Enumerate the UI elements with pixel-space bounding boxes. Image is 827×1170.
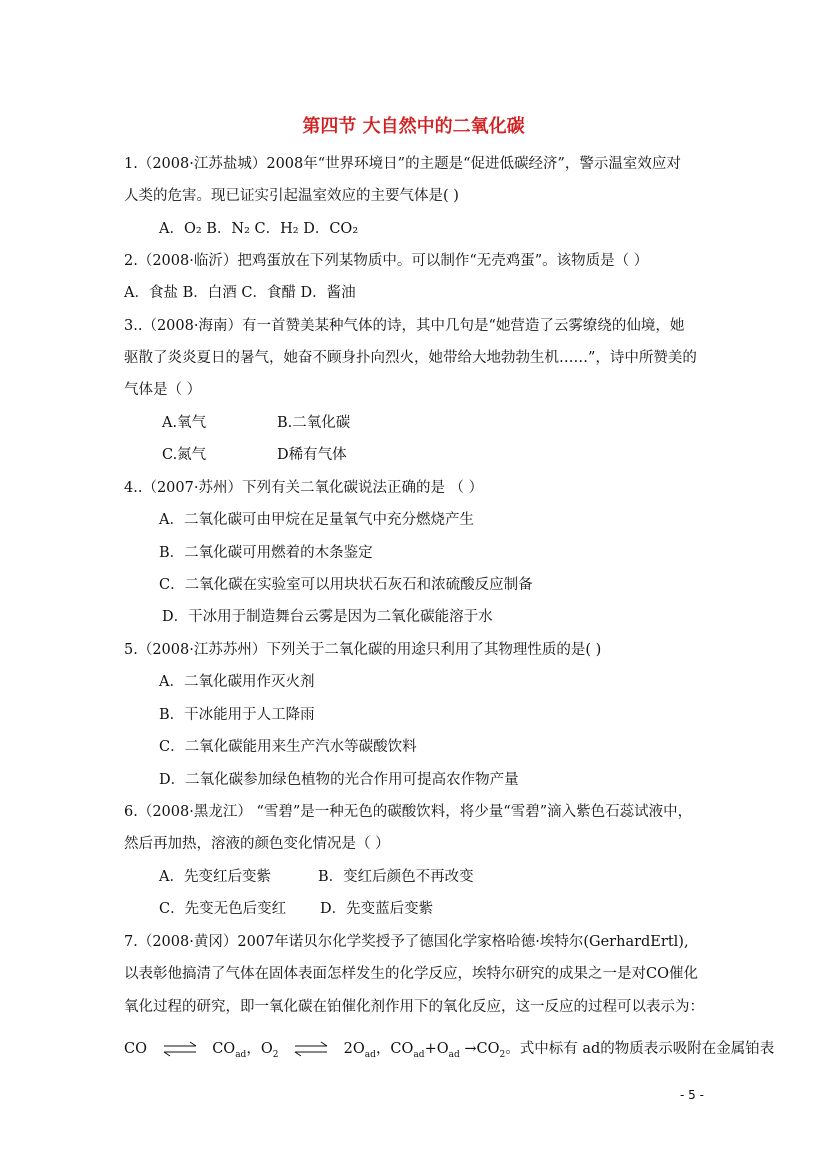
q3-line3: 气体是（ ） — [124, 382, 202, 398]
q3-option-c: C.氮气 — [162, 447, 207, 463]
page-title: 第四节 大自然中的二氧化碳 — [302, 116, 525, 137]
q1-line2: 人类的危害。现已证实引起温室效应的主要气体是( ) — [124, 188, 459, 204]
q6-option-b: B．变红后颜色不再改变 — [318, 869, 474, 885]
q5-option-b: B．干冰能用于人工降雨 — [159, 707, 315, 723]
page-number: - 5 - — [680, 1088, 704, 1102]
q5-option-d: D．二氧化碳参加绿色植物的光合作用可提高农作物产量 — [159, 772, 519, 788]
equilibrium-arrow-icon — [162, 1041, 198, 1057]
q6-option-d: D．先变蓝后变紫 — [320, 901, 434, 917]
eq-sub-ad-3: ad — [413, 1049, 425, 1060]
q6-option-c: C．先变无色后变红 — [159, 901, 287, 917]
q6-line2: 然后再加热，溶液的颜色变化情况是（ ） — [124, 836, 390, 852]
q3-option-d: D稀有气体 — [277, 447, 347, 463]
q2-options: A．食盐 B．白酒 C．食醋 D．酱油 — [124, 285, 356, 301]
eq-co2: →CO — [464, 1041, 500, 1057]
q4-option-d: D．干冰用于制造舞台云雾是因为二氧化碳能溶于水 — [162, 609, 493, 625]
eq-sub-ad-1: ad — [235, 1049, 247, 1060]
q4-option-c: C．二氧化碳在实验室可以用块状石灰石和浓硫酸反应制备 — [159, 577, 533, 593]
eq-sub-ad-2: ad — [364, 1049, 376, 1060]
q2-line1: 2.（2008·临沂）把鸡蛋放在下列某物质中。可以制作“无壳鸡蛋”。该物质是（ ） — [124, 253, 649, 269]
eq-o-ad: +O — [424, 1041, 449, 1057]
q4-line1: 4..（2007·苏州）下列有关二氧化碳说法正确的是 （ ） — [124, 480, 484, 496]
q3-line2: 驱散了炎炎夏日的暑气，她奋不顾身扑向烈火，她带给大地勃勃生机……”，诗中所赞美的 — [124, 350, 697, 366]
q7-line3: 氧化过程的研究，即一氧化碳在铂催化剂作用下的氧化反应，这一反应的过程可以表示为： — [124, 999, 704, 1015]
q5-line1: 5.（2008·江苏苏州）下列关于二氧化碳的用途只利用了其物理性质的是( ) — [124, 642, 602, 658]
q3-line1: 3..（2008·海南）有一首赞美某种气体的诗，其中几句是“她营造了云雾缭绕的仙境，她 — [124, 318, 685, 334]
q4-option-b: B．二氧化碳可用燃着的木条鉴定 — [159, 545, 373, 561]
q7-line1: 7.（2008·黄冈）2007年诺贝尔化学奖授予了德国化学家格哈德·埃特尔(GerhardErtl), — [124, 934, 689, 950]
eq-co: CO — [124, 1041, 147, 1057]
q3-option-b: B.二氧化碳 — [277, 415, 351, 431]
q5-option-a: A．二氧化碳用作灭火剂 — [159, 674, 315, 690]
eq-co-ad-2: ，CO — [375, 1041, 414, 1057]
q6-line1: 6.（2008·黑龙江） “雪碧”是一种无色的碳酸饮料，将少量“雪碧”滴入紫色石蕊试液中， — [124, 804, 693, 820]
eq-o2: ，O — [246, 1041, 273, 1057]
q1-line1: 1.（2008·江苏盐城）2008年“世界环境日”的主题是“促进低碳经济”，警示温室效应对 — [124, 156, 681, 172]
q4-option-a: A．二氧化碳可由甲烷在足量氧气中充分燃烧产生 — [159, 512, 474, 528]
equilibrium-arrow-icon — [293, 1041, 329, 1057]
eq-sub-2b: 2 — [499, 1049, 506, 1060]
eq-2o-ad: 2O — [343, 1041, 365, 1057]
eq-sub-2: 2 — [272, 1049, 279, 1060]
q7-line2: 以表彰他搞清了气体在固体表面怎样发生的化学反应，埃特尔研究的成果之一是对CO催化 — [124, 966, 698, 982]
q3-option-a: A.氧气 — [162, 415, 207, 431]
q5-option-c: C．二氧化碳能用来生产汽水等碳酸饮料 — [159, 739, 417, 755]
eq-tail: 。式中标有 ad的物质表示吸附在金属铂表 — [505, 1041, 775, 1057]
q7-equation — [124, 1037, 774, 1060]
eq-co-ad: CO — [212, 1041, 236, 1057]
eq-sub-ad-4: ad — [448, 1049, 460, 1060]
q6-option-a: A．先变红后变紫 — [159, 869, 271, 885]
q1-options: A．O₂ B．N₂ C．H₂ D．CO₂ — [159, 221, 359, 237]
